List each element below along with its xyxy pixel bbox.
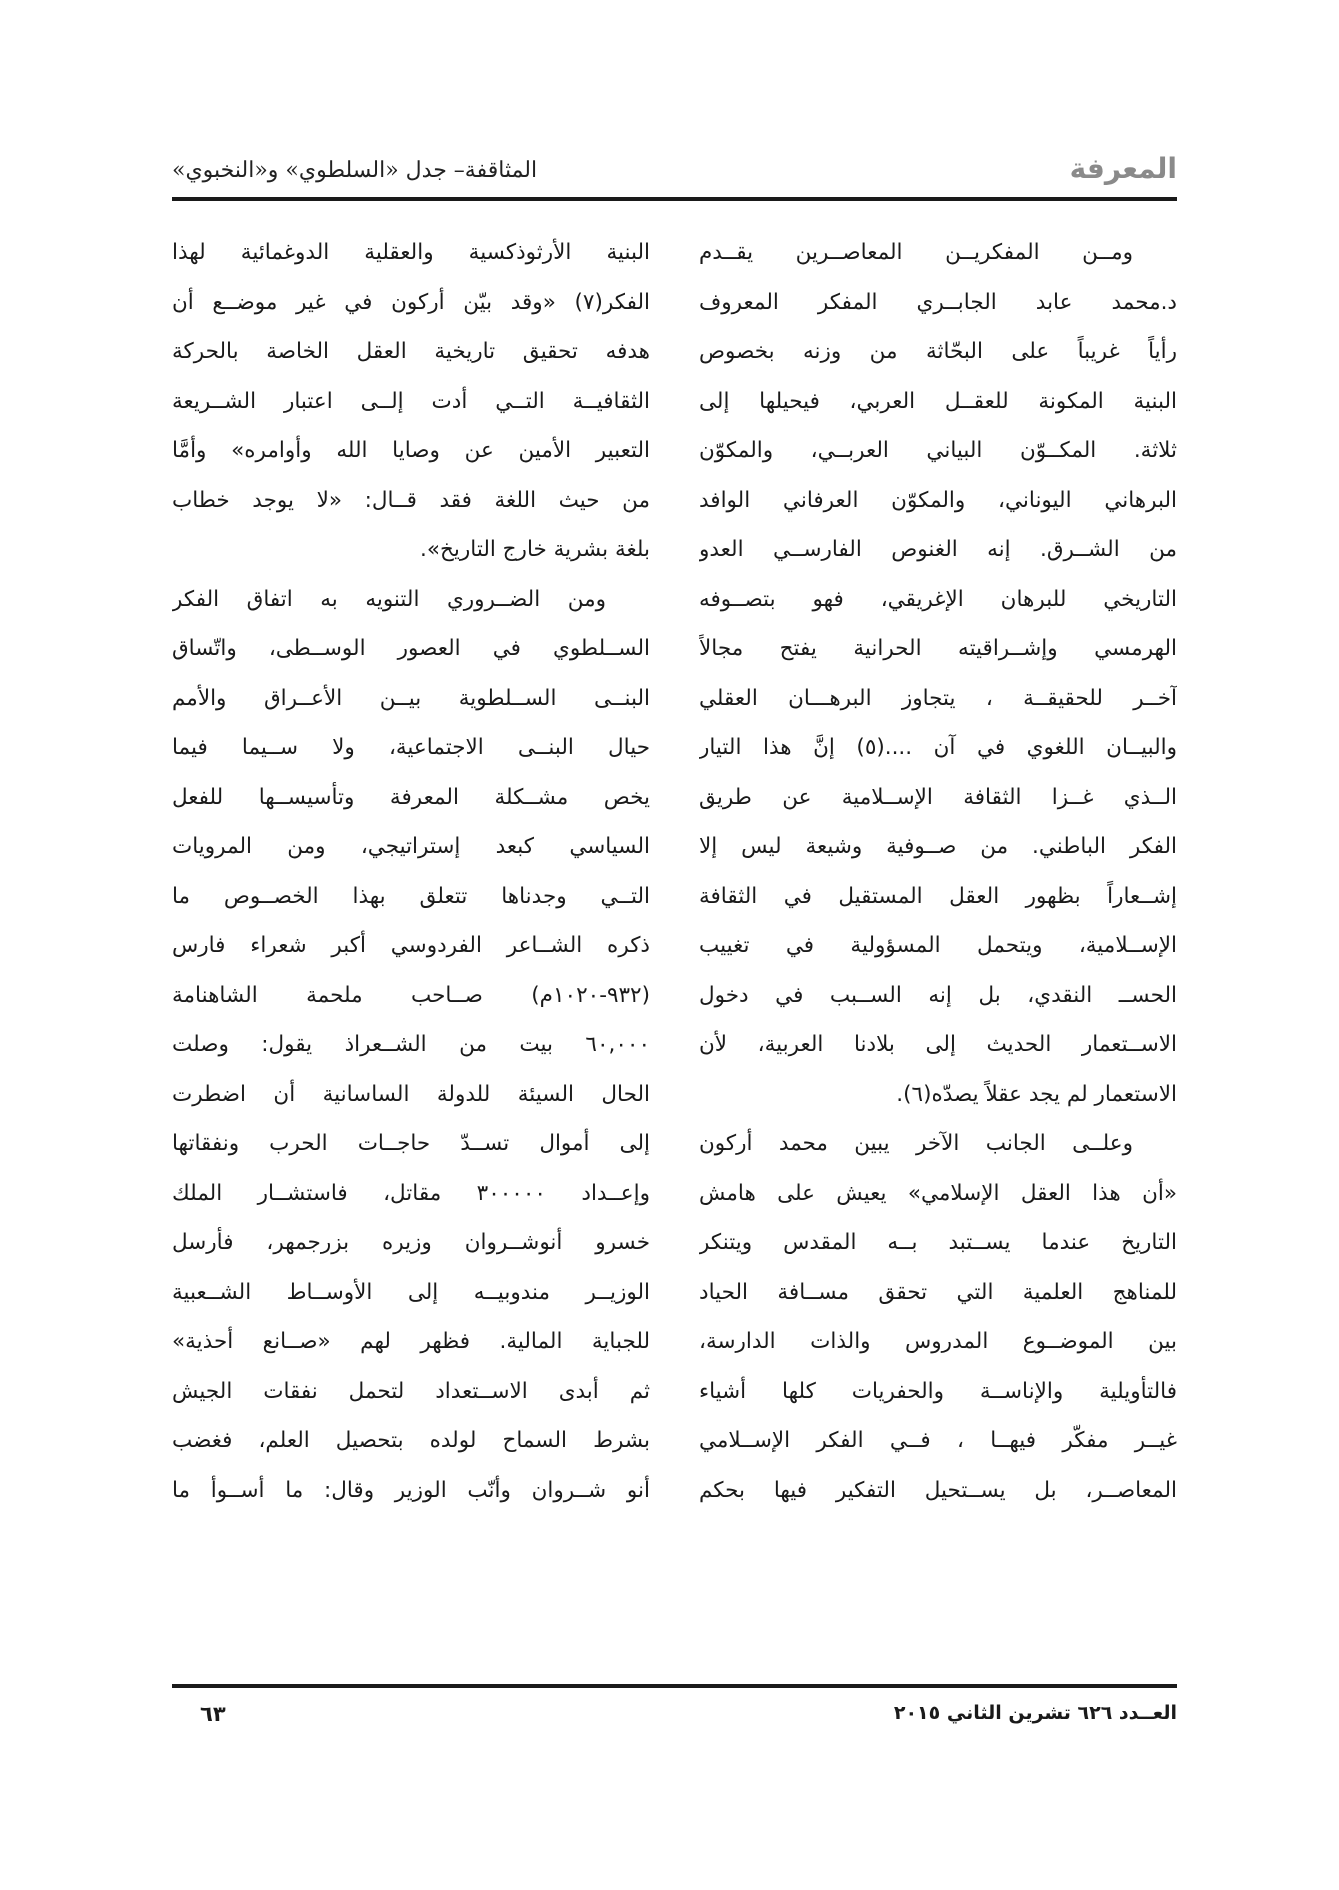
text-line: وعلــى الجانب الآخر يبين محمد أركون [699, 1131, 1133, 1156]
text-line: ٦٠,٠٠٠ بيت من الشــعراذ يقول: وصلت [172, 1032, 650, 1057]
issue-label: العــدد ٦٢٦ تشرين الثاني ٢٠١٥ [893, 1702, 1177, 1724]
text-line: من الشــرق. إنه الغنوص الفارســي العدو [699, 537, 1177, 562]
text-line: إلى أموال تســدّ حاجــات الحرب ونفقاتها [172, 1131, 650, 1156]
text-line: الوزيــر مندوبيــه إلى الأوســاط الشــعبية [172, 1279, 650, 1305]
text-line: يخص مشــكلة المعرفة وتأسيســها للفعل [172, 784, 650, 810]
text-line: البرهاني اليوناني، والمكوّن العرفاني الوافد [699, 487, 1177, 513]
text-line: الهرمسي وإشــراقيته الحرانية يفتح مجالاً [699, 636, 1177, 661]
text-line: فالتأويلية والإناســة والحفريات كلها أشياء [699, 1378, 1177, 1404]
text-line: السياسي كبعد إستراتيجي، ومن المرويات [172, 834, 650, 859]
text-line: الحال السيئة للدولة الساسانية أن اضطرت [172, 1081, 650, 1107]
text-line: بين الموضــوع المدروس والذات الدارسة، [699, 1329, 1177, 1354]
text-line: د.محمد عابد الجابــري المفكر المعروف [699, 289, 1177, 315]
text-line: البنية المكونة للعقــل العربي، فيحيلها إلى [699, 388, 1177, 414]
text-line: حيال البنــى الاجتماعية، ولا ســيما فيما [172, 735, 650, 760]
text-line: أنو شــروان وأنّب الوزير وقال: ما أســوأ ما [172, 1477, 650, 1503]
text-line: الــذي غــزا الثقافة الإســلامية عن طريق [699, 784, 1177, 810]
text-line: (٩٣٢-١٠٢٠م) صــاحب ملحمة الشاهنامة [172, 982, 650, 1008]
text-line: للمناهج العلمية التي تحقق مســافة الحياد [699, 1279, 1177, 1305]
text-line: الاســتعمار الحديث إلى بلادنا العربية، لأن [699, 1032, 1177, 1057]
left-column [172, 228, 650, 1668]
text-line: هدفه تحقيق تاريخية العقل الخاصة بالحركة [172, 339, 650, 364]
text-line: آخــر للحقيقــة ، يتجاوز البرهـــان العقلي [699, 685, 1177, 711]
footer-rule [172, 1684, 1177, 1688]
page-header [172, 150, 1177, 192]
text-line: الســلطوي في العصور الوســطى، واتّساق [172, 636, 650, 661]
text-line: البنية الأرثوذكسية والعقلية الدوغمائية لهذا [172, 240, 650, 265]
page-number: ٦٣ [200, 1702, 226, 1726]
text-line: الإســلامية، ويتحمل المسؤولية في تغييب [699, 933, 1177, 958]
magazine-logo: المعرفة [1069, 152, 1177, 185]
header-rule [172, 197, 1177, 201]
text-line: البنــى الســلطوية بيــن الأعــراق والأمم [172, 685, 650, 711]
text-line: الحســ النقدي، بل إنه الســبب في دخول [699, 982, 1177, 1008]
text-line: ثلاثة. المكــوّن البياني العربــي، والمكوّن [699, 438, 1177, 463]
text-line: والبيــان اللغوي في آن ....(٥) إنَّ هذا التيار [699, 735, 1177, 760]
running-title: المثاقفة– جدل «السلطوي» و«النخبوي» [172, 158, 538, 183]
text-line: ذكره الشــاعر الفردوسي أكبر شعراء فارس [172, 933, 650, 958]
text-line: رأياً غريباً على البحّاثة من وزنه بخصوص [699, 339, 1177, 364]
text-line: «أن هذا العقل الإسلامي» يعيش على هامش [699, 1180, 1177, 1206]
text-line: التاريخ عندما يســتبد بــه المقدس ويتنكر [699, 1230, 1177, 1255]
text-line: للجباية المالية. فظهر لهم «صــانع أحذية» [172, 1329, 650, 1354]
text-line: الاستعمار لم يجد عقلاً يصدّه(٦). [896, 1081, 1177, 1107]
text-line: وإعــداد ٣٠٠٠٠٠ مقاتل، فاستشــار الملك [172, 1180, 650, 1206]
text-line: التاريخي للبرهان الإغريقي، فهو بتصــوفه [699, 586, 1177, 612]
text-line: من حيث اللغة فقد قــال: «لا يوجد خطاب [172, 487, 650, 513]
page-footer [172, 1698, 1177, 1738]
text-line: بلغة بشرية خارج التاريخ». [420, 537, 650, 562]
text-line: غيــر مفكّر فيهــا ، فــي الفكر الإســلامي [699, 1428, 1177, 1453]
text-line: الثقافيــة التــي أدت إلــى اعتبار الشــريعة [172, 388, 650, 414]
text-line: الفكر الباطني. من صــوفية وشيعة ليس إلا [699, 834, 1177, 859]
text-line: خسرو أنوشــروان وزيره بزرجمهر، فأرسل [172, 1230, 650, 1255]
text-line: ومن الضــروري التنويه به اتفاق الفكر [172, 586, 606, 612]
text-line: المعاصــر، بل يســتحيل التفكير فيها بحكم [699, 1477, 1177, 1503]
text-line: التعبير الأمين عن وصايا الله وأوامره» وأمَّا [172, 438, 650, 463]
right-column [699, 228, 1177, 1668]
text-line: الفكر(٧) «وقد بيّن أركون في غير موضــع أن [172, 289, 650, 315]
text-line: ومــن المفكريــن المعاصــرين يقــدم [699, 240, 1133, 265]
text-line: التــي وجدناها تتعلق بهذا الخصــوص ما [172, 883, 650, 909]
text-line: ثم أبدى الاســتعداد لتحمل نفقات الجيش [172, 1378, 650, 1404]
text-line: إشــعاراً بظهور العقل المستقيل في الثقافة [699, 883, 1177, 909]
text-line: بشرط السماح لولده بتحصيل العلم، فغضب [172, 1428, 650, 1453]
